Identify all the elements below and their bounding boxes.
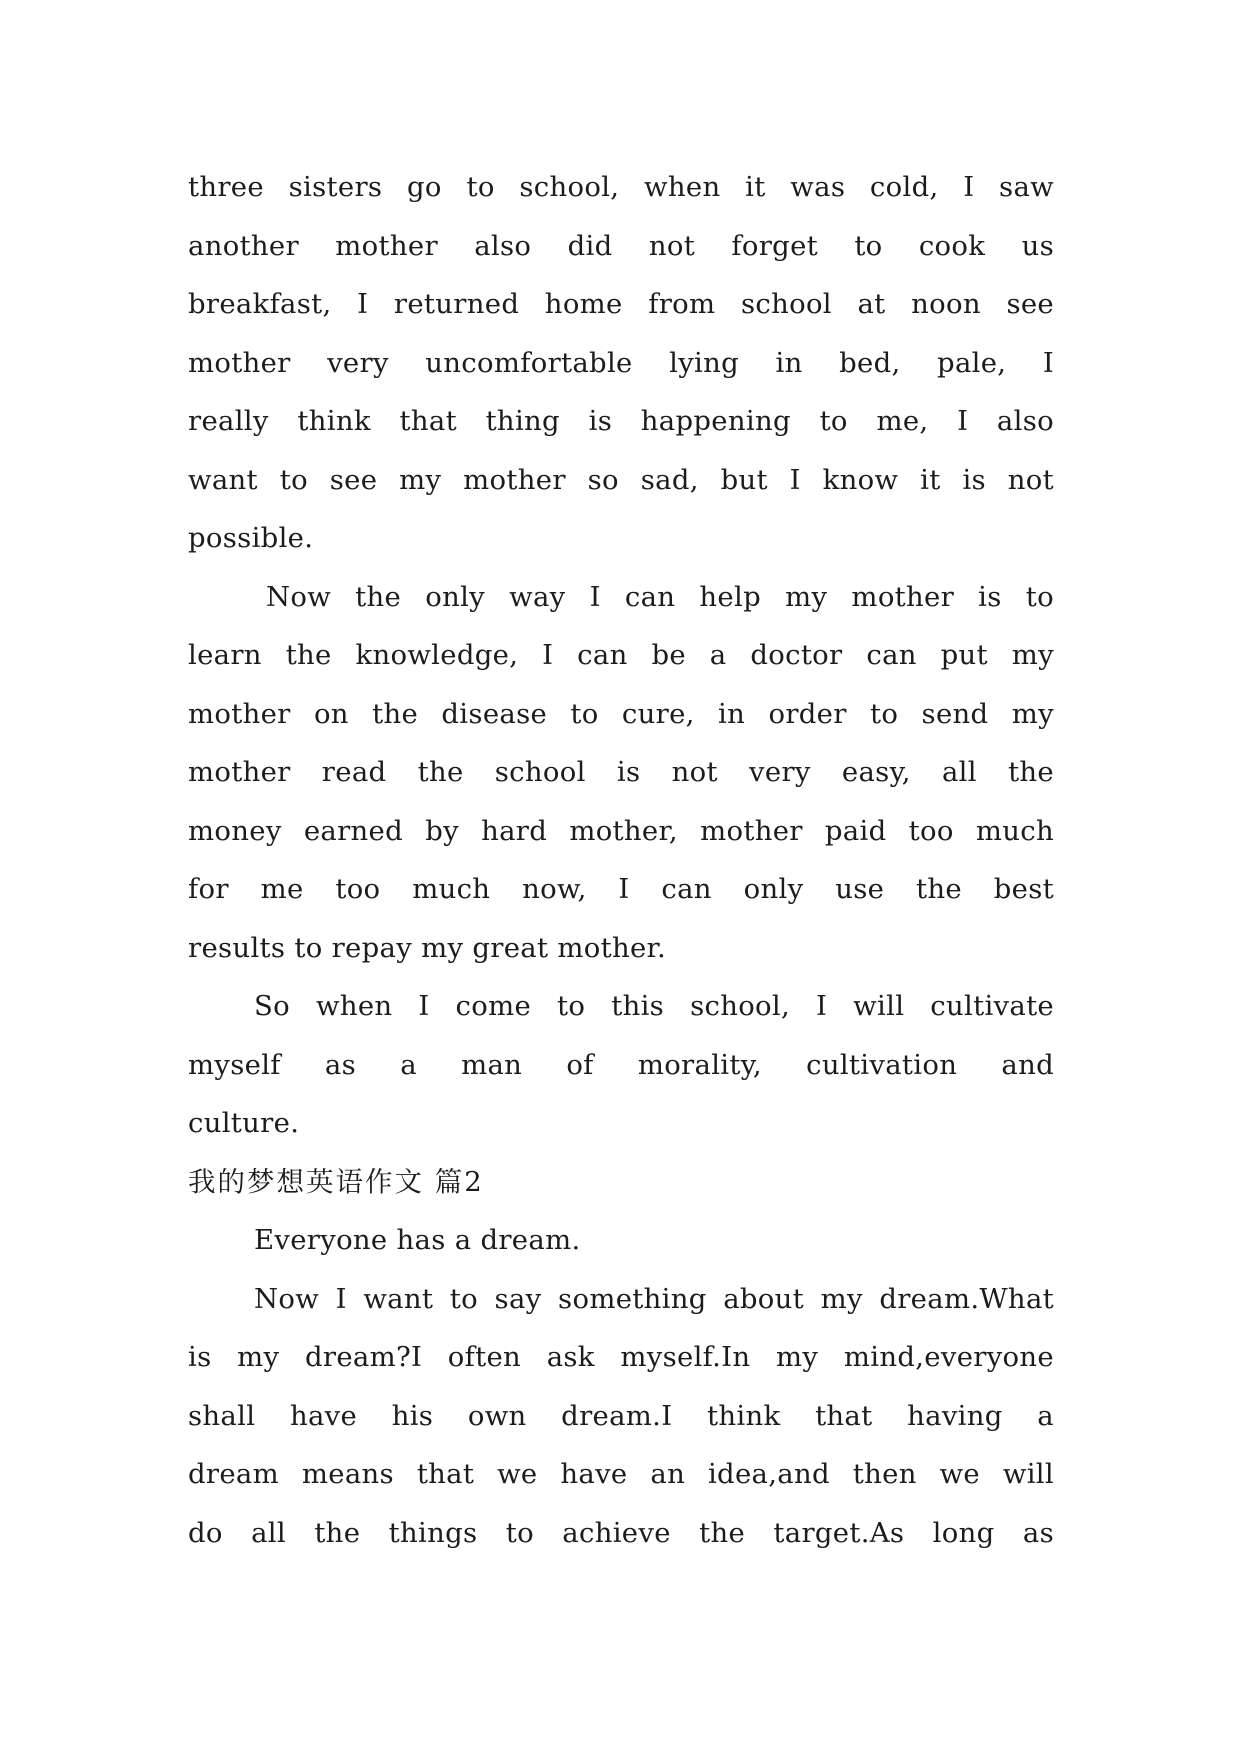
text-line: shall have his own dream.I think that having a bbox=[188, 1399, 1054, 1432]
text-line: really think that thing is happening to me, I also bbox=[188, 405, 1054, 437]
text-line: So when I come to this school, I will cultivate bbox=[254, 990, 1054, 1022]
text-line: myself as a man of morality, cultivation and bbox=[188, 1048, 1054, 1081]
document-body bbox=[188, 158, 1054, 1562]
text-line: for me too much now, I can only use the best bbox=[188, 873, 1054, 905]
text-line: is my dream?I often ask myself.In my mind,everyone bbox=[188, 1341, 1054, 1373]
text-line: money earned by hard mother, mother paid too much bbox=[188, 814, 1054, 847]
text-line: mother read the school is not very easy, all the bbox=[188, 756, 1054, 788]
paragraph-5 bbox=[188, 1270, 1054, 1563]
text-line: Now the only way I can help my mother is to bbox=[266, 580, 1054, 613]
text-line: want to see my mother so sad, but I know it is not bbox=[188, 463, 1054, 496]
text-line: breakfast, I returned home from school at noon see bbox=[188, 288, 1054, 320]
text-line: three sisters go to school, when it was cold, I saw bbox=[188, 171, 1054, 203]
text-line: culture. bbox=[188, 1107, 300, 1139]
text-line: Everyone has a dream. bbox=[254, 1224, 581, 1256]
section-heading-text: 我的梦想英语作文 篇2 bbox=[188, 1165, 484, 1198]
text-line: mother very uncomfortable lying in bed, pale, I bbox=[188, 346, 1054, 379]
paragraph-4 bbox=[188, 1211, 1054, 1270]
paragraph-3 bbox=[188, 977, 1054, 1153]
text-line: learn the knowledge, I can be a doctor can put my bbox=[188, 639, 1054, 671]
paragraph-1 bbox=[188, 158, 1054, 568]
text-line: Now I want to say something about my dream.What bbox=[254, 1282, 1054, 1315]
text-line: results to repay my great mother. bbox=[188, 931, 666, 964]
text-line: another mother also did not forget to cook us bbox=[188, 229, 1054, 262]
section-heading bbox=[188, 1153, 1054, 1212]
text-line: possible. bbox=[188, 522, 314, 554]
text-line: dream means that we have an idea,and then we will bbox=[188, 1458, 1054, 1490]
text-line: do all the things to achieve the target.As long as bbox=[188, 1516, 1054, 1549]
paragraph-2 bbox=[188, 568, 1054, 978]
text-line: mother on the disease to cure, in order to send my bbox=[188, 697, 1054, 730]
